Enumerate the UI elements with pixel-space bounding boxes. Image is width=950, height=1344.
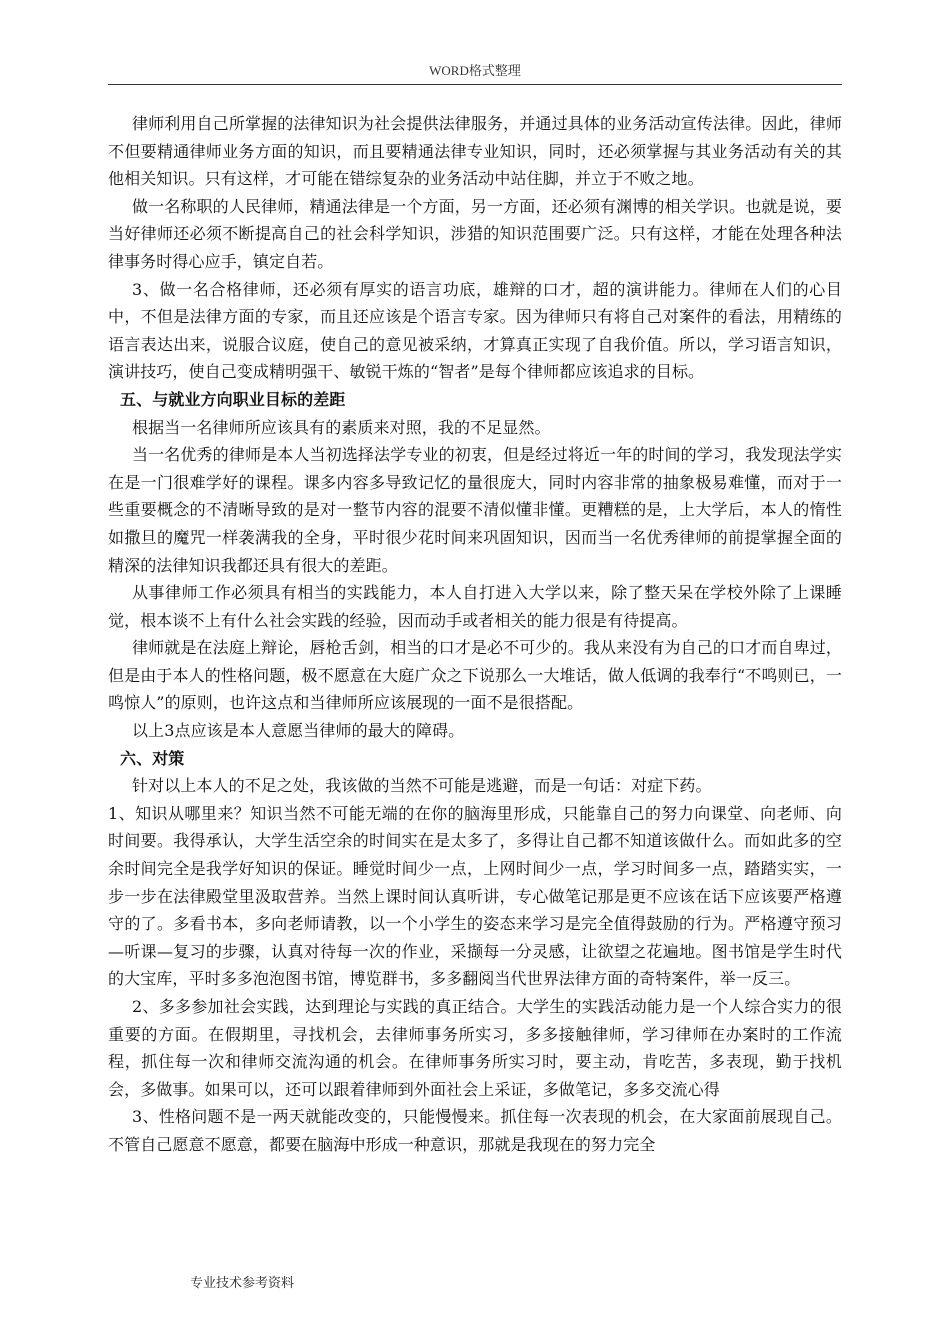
- document-body: [108, 110, 842, 1159]
- paragraph: 从事律师工作必须具有相当的实践能力，本人自打进入大学以来，除了整天呆在学校外除了上课睡觉，根本谈不上有什么社会实践的经验，因而动手或者相关的能力很是有待提高。: [108, 583, 842, 630]
- paragraph: 律师就是在法庭上辩论，唇枪舌剑，相当的口才是必不可少的。我从来没有为自己的口才而自卑过，但是由于本人的性格问题，极不愿意在大庭广众之下说那么一大堆话，做人低调的我奉行“不鸣则已，一鸣惊人”的原则，也许这点和当律师所应该展现的一面不是很搭配。: [108, 638, 842, 713]
- section-heading: 六、对策: [120, 748, 185, 768]
- paragraph: 1、知识从哪里来？知识当然不可能无端的在你的脑海里形成，只能靠自己的努力向课堂、向老师、向时间要。我得承认，大学生活空余的时间实在是太多了，多得让自己都不知道该做什么。而如此多的空余时间完全是我学好知识的保证。睡觉时间少一点，上网时间少一点，学习时间多一点，踏踏实实，一步一步在法律殿堂里汲取营养。当然上课时间认真听讲，专心做笔记那是更不应该在话下应该要严格遵守的了。多看书本，多向老师请教，以一个小学生的姿态来学习是完全值得鼓励的行为。严格遵守预习—听课—复习的步骤，认真对待每一次的作业，采撷每一分灵感，让欲望之花遍地。图书馆是学生时代的大宝库，平时多多泡泡图书馆，博览群书，多多翻阅当代世界法律方面的奇特案件，举一反三。: [108, 803, 842, 989]
- paragraph: 2、多多参加社会实践，达到理论与实践的真正结合。大学生的实践活动能力是一个人综合实力的很重要的方面。在假期里，寻找机会，去律师事务所实习，多多接触律师，学习律师在办案时的工作流程，抓住每一次和律师交流沟通的机会。在律师事务所实习时，要主动，肯吃苦，多表现，勤于找机会，多做事。如果可以，还可以跟着律师到外面社会上采证，多做笔记，多多交流心得: [108, 997, 842, 1099]
- header-divider: [108, 84, 842, 85]
- paragraph: 3、性格问题不是一两天就能改变的，只能慢慢来。抓住每一次表现的机会，在大家面前展现自己。不管自己愿意不愿意，都要在脑海中形成一种意识，那就是我现在的努力完全: [108, 1107, 842, 1154]
- paragraph: 律师利用自己所掌握的法律知识为社会提供法律服务，并通过具体的业务活动宣传法律。因此，律师不但要精通律师业务方面的知识，而且要精通法律专业知识，同时，还必须掌握与其业务活动有关的其他相关知识。只有这样，才可能在错综复杂的业务活动中站住脚，并立于不败之地。: [108, 114, 842, 189]
- paragraph: 以上3点应该是本人意愿当律师的最大的障碍。: [132, 721, 465, 741]
- paragraph: 3、做一名合格律师，还必须有厚实的语言功底，雄辩的口才，超的演讲能力。律师在人们的心目中，不但是法律方面的专家，而且还应该是个语言专家。因为律师只有将自己对案件的看法，用精练的语言表达出来，说服合议庭，使自己的意见被采纳，才算真正实现了自我价值。所以，学习语言知识，演讲技巧，使自己变成精明强干、敏锐干炼的“智者”是每个律师都应该追求的目标。: [108, 279, 842, 382]
- page-header: WORD格式整理: [429, 63, 521, 78]
- page-footer: 专业技术参考资料: [190, 1276, 295, 1291]
- paragraph: 根据当一名律师所应该具有的素质来对照，我的不足显然。: [132, 417, 551, 437]
- section-heading: 五、与就业方向职业目标的差距: [120, 389, 346, 409]
- paragraph: 做一名称职的人民律师，精通法律是一个方面，另一方面，还必须有渊博的相关学识。也就是说，要当好律师还必须不断提高自己的社会科学知识，涉猎的知识范围要广泛。只有这样，才能在处理各种法律事务时得心应手，镇定自若。: [108, 196, 842, 271]
- paragraph: 针对以上本人的不足之处，我该做的当然不可能是逃避，而是一句话：对症下药。: [132, 776, 712, 796]
- paragraph: 当一名优秀的律师是本人当初选择法学专业的初衷，但是经过将近一年的时间的学习，我发现法学实在是一门很难学好的课程。课多内容多导致记忆的量很庞大，同时内容非常的抽象极易难懂，而对于一些重要概念的不清晰导致的是对一整节内容的混要不清似懂非懂。更糟糕的是，上大学后，本人的惰性如撒旦的魔咒一样袭满我的全身，平时很少花时间来巩固知识，因而当一名优秀律师的前提掌握全面的精深的法律知识我都还具有很大的差距。: [108, 445, 842, 575]
